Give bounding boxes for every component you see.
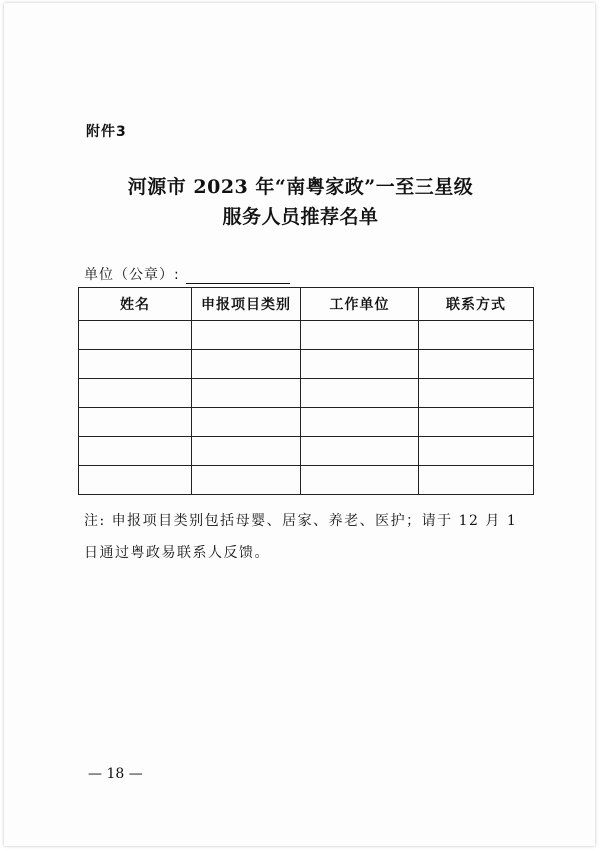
header-employer: 工作单位 — [301, 288, 419, 321]
table-row — [79, 466, 534, 495]
table-cell[interactable] — [419, 321, 534, 350]
table-cell[interactable] — [79, 379, 192, 408]
table-row — [79, 437, 534, 466]
table-cell[interactable] — [79, 408, 192, 437]
footnote-line-1: 注: 申报项目类别包括母婴、居家、养老、医护；请于 12 月 1 — [84, 513, 518, 529]
table-cell[interactable] — [192, 408, 301, 437]
table-cell[interactable] — [79, 437, 192, 466]
table-cell[interactable] — [79, 350, 192, 379]
table-cell[interactable] — [419, 408, 534, 437]
page-number: — 18 — — [88, 766, 143, 782]
table-cell[interactable] — [301, 350, 419, 379]
header-category: 申报项目类别 — [192, 288, 301, 321]
table-cell[interactable] — [419, 466, 534, 495]
table-row — [79, 408, 534, 437]
table-row — [79, 350, 534, 379]
unit-field-label: 单位（公章）: — [84, 267, 180, 283]
attachment-label: 附件3 — [86, 124, 127, 140]
table-cell[interactable] — [192, 350, 301, 379]
table-cell[interactable] — [192, 437, 301, 466]
table-cell[interactable] — [301, 466, 419, 495]
header-name: 姓名 — [79, 288, 192, 321]
unit-field-blank[interactable] — [186, 269, 290, 284]
table-cell[interactable] — [192, 379, 301, 408]
title-line-1: 河源市 2023 年“南粤家政”一至三星级 — [127, 176, 474, 198]
table-header-row — [79, 288, 534, 321]
table-cell[interactable] — [192, 321, 301, 350]
unit-field — [84, 264, 290, 284]
table-cell[interactable] — [301, 408, 419, 437]
table-cell[interactable] — [79, 321, 192, 350]
footnote — [84, 505, 544, 569]
table-cell[interactable] — [419, 350, 534, 379]
table-cell[interactable] — [419, 437, 534, 466]
table-cell[interactable] — [419, 379, 534, 408]
table-cell[interactable] — [192, 466, 301, 495]
table-cell[interactable] — [301, 437, 419, 466]
table-row — [79, 379, 534, 408]
roster-table — [78, 287, 534, 495]
table-row — [79, 321, 534, 350]
header-contact: 联系方式 — [419, 288, 534, 321]
table-cell[interactable] — [79, 466, 192, 495]
document-title — [0, 172, 601, 232]
table-cell[interactable] — [301, 321, 419, 350]
table-cell[interactable] — [301, 379, 419, 408]
title-line-2: 服务人员推荐名单 — [222, 206, 379, 228]
footnote-line-2: 日通过粤政易联系人反馈。 — [84, 545, 270, 561]
